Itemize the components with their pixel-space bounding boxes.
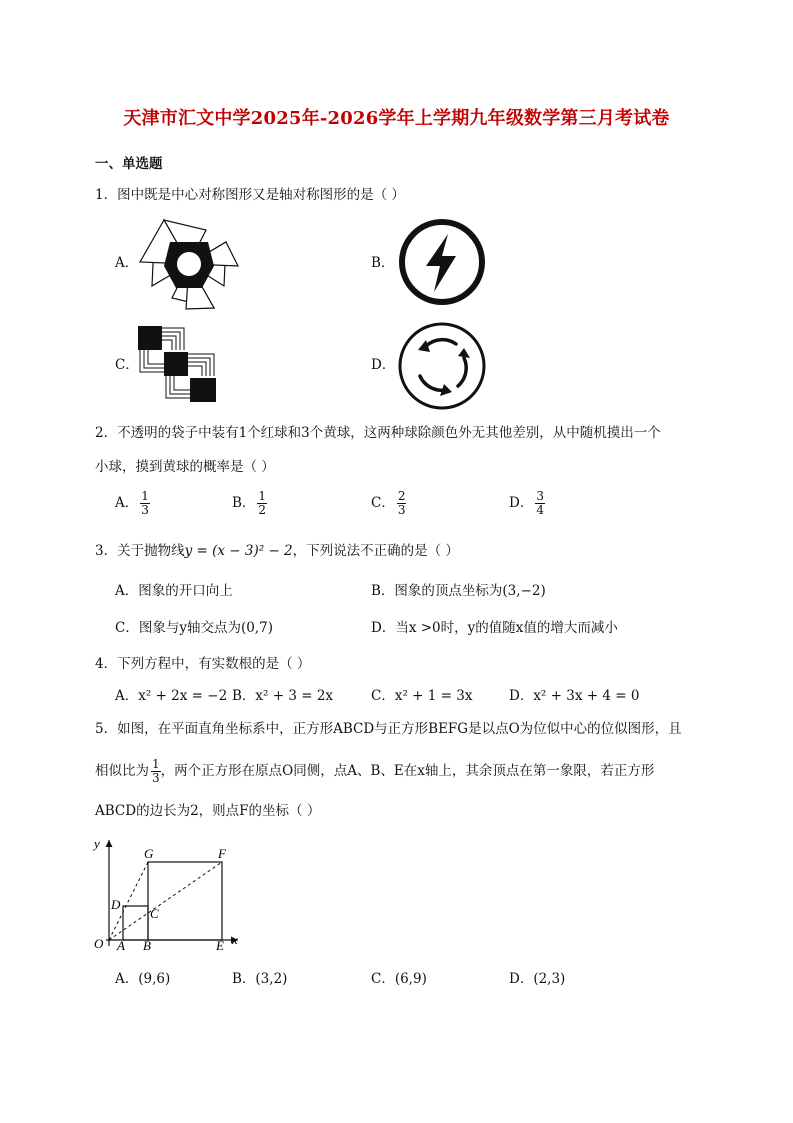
q4-option-d: D．x² + 3x + 4 = 0: [509, 688, 640, 704]
q5-option-a: A．(9,6): [115, 971, 171, 987]
q5-label-f: F: [218, 846, 226, 861]
q1-option-a-label: A．: [115, 255, 139, 271]
q5-label-e: E: [216, 938, 224, 953]
q5-line2-post: ，两个正方形在原点O同侧，点A、B、E在x轴上，其余顶点在第一象限，若正方形: [160, 763, 655, 779]
q2-stem-line1: 2．不透明的袋子中装有1个红球和3个黄球，这两种球除颜色外无其他差别，从中随机摸出一个: [95, 425, 661, 441]
q5-square-abcd: [123, 906, 148, 940]
q2-option-d-fraction: [535, 490, 545, 517]
q2-option-c-fraction: [397, 490, 407, 517]
q5-label-b: B: [143, 938, 151, 953]
q5-square-befg: [148, 862, 222, 940]
q5-label-g: G: [144, 846, 154, 861]
section-heading: 一、单选题: [95, 156, 163, 172]
q2-option-c-denominator: 3: [397, 503, 406, 517]
q1-option-d-figure: [396, 320, 488, 412]
q3-stem: [95, 542, 459, 560]
q2-option-a-denominator: 3: [141, 503, 149, 517]
q1-option-d-label: D．: [371, 357, 396, 373]
q5-option-b: B．(3,2): [232, 971, 288, 987]
q5-ratio-denominator: 3: [152, 771, 160, 785]
q2-stem-line2: 小球，摸到黄球的概率是（ ）: [95, 459, 275, 475]
q1-option-b-label: B．: [371, 255, 395, 271]
q2-option-c: [371, 490, 406, 517]
q5-line3: ABCD的边长为2，则点F的坐标（ ）: [95, 803, 321, 819]
q1-option-a-figure: [134, 216, 244, 312]
q4-stem: 4．下列方程中，有实数根的是（ ）: [95, 656, 311, 672]
q2-option-b: [232, 490, 267, 517]
q5-ratio-fraction: [151, 758, 161, 785]
q3-stem-pre: 3．关于抛物线: [95, 543, 185, 559]
q2-option-a-label: A．: [115, 495, 139, 511]
q2-option-a-fraction: [140, 490, 150, 517]
q2-option-b-fraction: [257, 490, 267, 517]
q5-line2-pre: 相似比为: [95, 763, 149, 779]
q3-option-c: C．图象与y轴交点为(0,7): [115, 620, 273, 636]
q3-formula: y = (x − 3)² − 2: [184, 543, 293, 559]
q2-option-b-label: B．: [232, 495, 256, 511]
q2-option-c-numerator: 2: [397, 489, 406, 503]
q2-option-d-denominator: 4: [536, 503, 544, 517]
q5-figure: [92, 834, 252, 952]
q1-option-c-figure: [136, 324, 220, 404]
q2-option-a: [115, 490, 150, 517]
q5-label-o: O: [94, 936, 104, 951]
q2-option-d: [509, 490, 545, 517]
q1-option-c-label: C．: [115, 357, 139, 373]
q5-label-y: y: [94, 836, 100, 851]
q5-option-d: D．(2,3): [509, 971, 566, 987]
q2-option-b-numerator: 1: [258, 489, 267, 503]
q1-stem: 1．图中既是中心对称图形又是轴对称图形的是（ ）: [95, 187, 405, 203]
q4-option-a: A．x² + 2x = −2: [115, 688, 228, 704]
q5-label-a: A: [117, 938, 125, 953]
q5-line1: 5．如图，在平面直角坐标系中，正方形ABCD与正方形BEFG是以点O为位似中心的位似图形，且: [95, 721, 682, 737]
q2-option-c-label: C．: [371, 495, 395, 511]
q2-option-a-numerator: 1: [141, 489, 149, 503]
q2-option-d-numerator: 3: [536, 489, 544, 503]
q4-option-c: C．x² + 1 = 3x: [371, 688, 473, 704]
q3-option-a: A．图象的开口向上: [115, 583, 233, 599]
q2-option-b-denominator: 2: [258, 503, 267, 517]
q5-label-d: D: [111, 897, 121, 912]
q5-label-c: C: [150, 906, 159, 921]
q5-line2: [95, 758, 654, 785]
q4-option-b: B．x² + 3 = 2x: [232, 688, 334, 704]
q5-label-x: x: [232, 932, 238, 947]
q3-stem-post: ，下列说法不正确的是（ ）: [292, 543, 459, 559]
q3-option-b: B．图象的顶点坐标为(3,−2): [371, 583, 546, 599]
q2-option-d-label: D．: [509, 495, 534, 511]
q5-ratio-numerator: 1: [152, 757, 160, 771]
q5-option-c: C．(6,9): [371, 971, 427, 987]
q3-option-d: D．当x >0时，y的值随x值的增大而减小: [371, 620, 618, 636]
q1-option-b-figure: [396, 216, 488, 308]
page-title: 天津市汇文中学2025年-2026学年上学期九年级数学第三月考试卷: [123, 108, 670, 129]
